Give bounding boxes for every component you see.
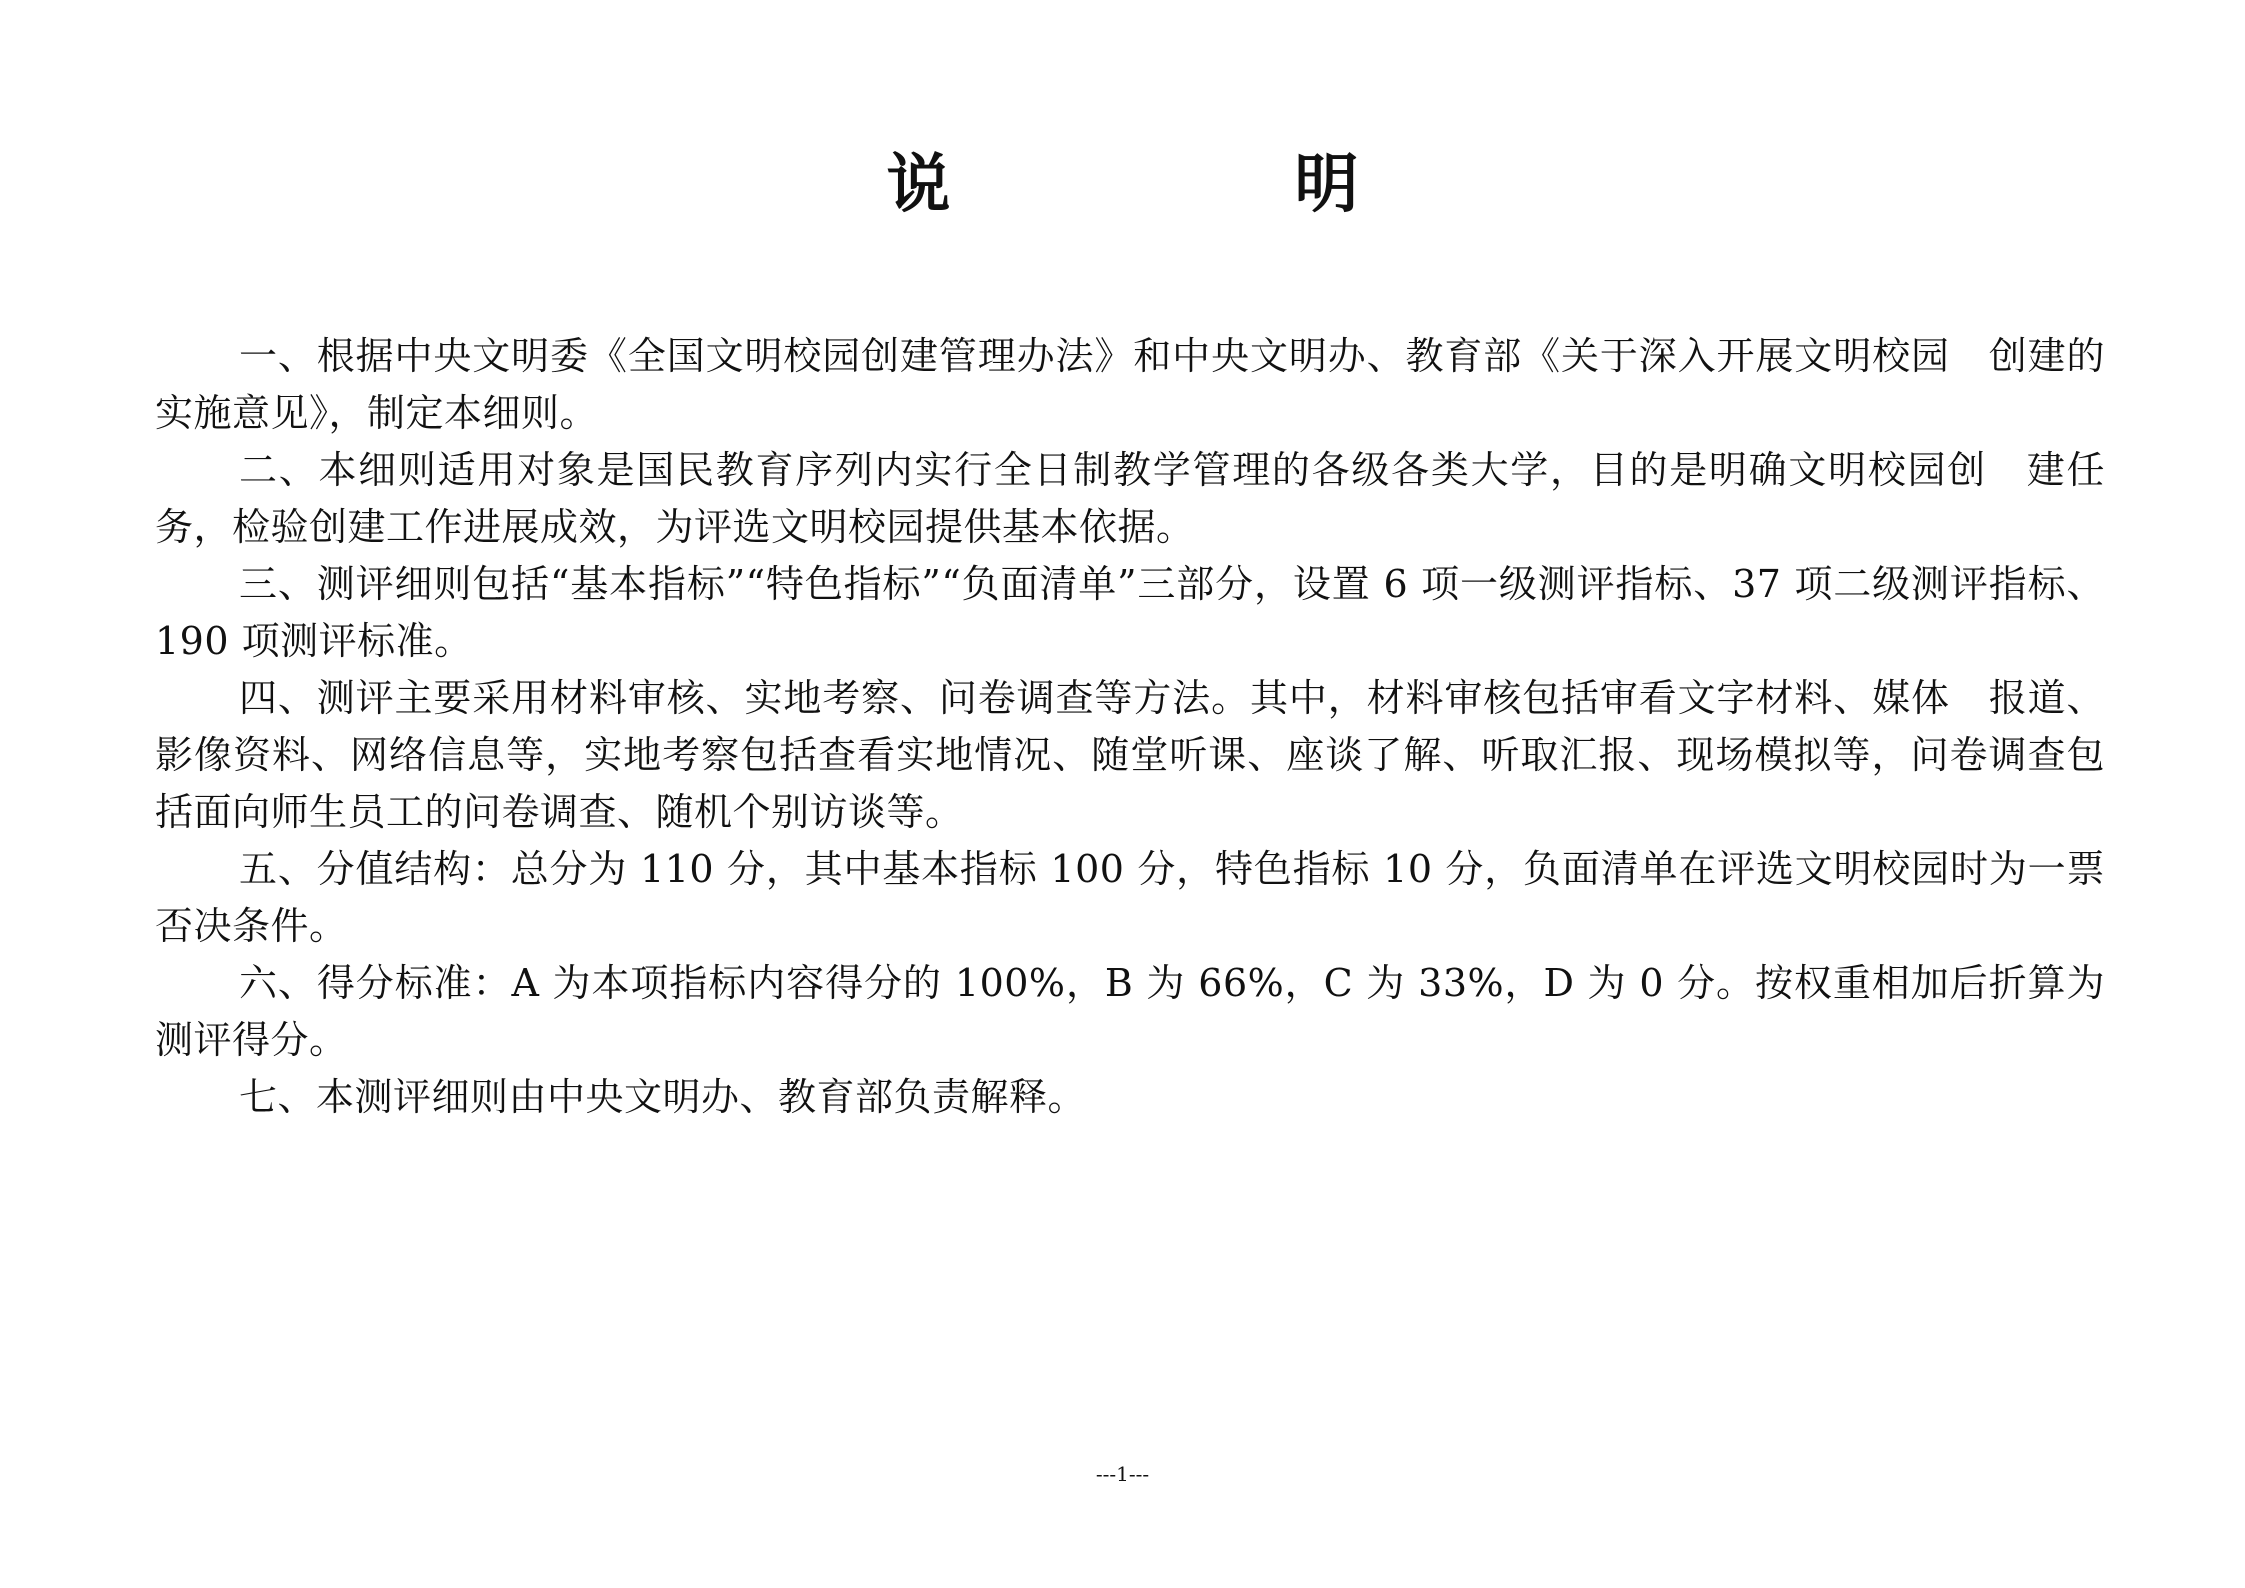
page-number: ---1--- bbox=[1095, 1462, 1150, 1486]
page-title: 说 明 bbox=[886, 147, 1499, 222]
paragraph-7: 七、本测评细则由中央文明办、教育部负责解释。 bbox=[239, 1075, 1087, 1119]
paragraph-6: 六、得分标准：A 为本项指标内容得分的 100%，B 为 66%，C 为 33%，D 为 0 分。按权重相加后折算为测评得分。 bbox=[155, 961, 2105, 1062]
paragraph-3: 三、测评细则包括“基本指标”“特色指标”“负面清单”三部分，设置 6 项一级测评指标、37 项二级测评指标、190 项测评标准。 bbox=[155, 562, 2105, 663]
paragraph-4: 四、测评主要采用材料审核、实地考察、问卷调查等方法。其中，材料审核包括审看文字材料、媒体 报道、影像资料、网络信息等，实地考察包括查看实地情况、随堂听课、座谈了解、听取汇报、现场模拟等，问卷调查包括面向师生员工的问卷调查、随机个别访谈等。 bbox=[155, 676, 2105, 834]
paragraph-1: 一、根据中央文明委《全国文明校园创建管理办法》和中央文明办、教育部《关于深入开展文明校园 创建的实施意见》，制定本细则。 bbox=[155, 334, 2105, 435]
document-body bbox=[155, 328, 2105, 1126]
paragraph-2: 二、本细则适用对象是国民教育序列内实行全日制教学管理的各级各类大学，目的是明确文明校园创 建任务，检验创建工作进展成效，为评选文明校园提供基本依据。 bbox=[155, 448, 2105, 549]
paragraph-5: 五、分值结构：总分为 110 分，其中基本指标 100 分，特色指标 10 分，负面清单在评选文明校园时为一票否决条件。 bbox=[155, 847, 2105, 948]
